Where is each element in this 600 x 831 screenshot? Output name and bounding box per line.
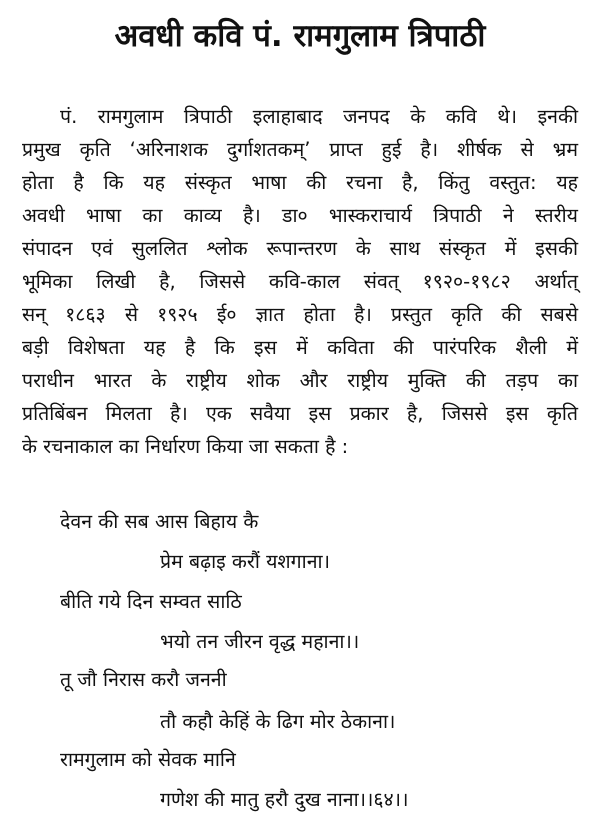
paragraph-line: भूमिका लिखी है, जिससे कवि-काल संवत् १९२०-१९८२ अर्थात् — [22, 270, 578, 293]
verse-line: बीति गये दिन सम्वत साठि — [60, 590, 242, 613]
verse-line: तू जौ निरास करौ जननी — [60, 668, 227, 691]
verse-line: प्रेम बढ़ाइ करौं यशगाना। — [160, 550, 330, 573]
verse-line: देवन की सब आस बिहाय कै — [60, 510, 259, 533]
paragraph-line: बड़ी विशेषता यह है कि इस में कविता की पारंपरिक शैली में — [22, 336, 578, 359]
verse-line: गणेश की मातु हरौ दुख नाना।।६४।। — [160, 788, 409, 811]
paragraph-line: पराधीन भारत के राष्ट्रीय शोक और राष्ट्रीय मुक्ति की तड़प का — [22, 369, 578, 392]
paragraph-line: के रचनाकाल का निर्धारण किया जा सकता है : — [22, 435, 349, 458]
paragraph-line: अवधी भाषा का काव्य है। डा० भास्कराचार्य त्रिपाठी ने स्तरीय — [22, 204, 578, 227]
paragraph-line: प्रमुख कृति ‘अरिनाशक दुर्गाशतकम्’ प्राप्त हुई है। शीर्षक से भ्रम — [22, 138, 578, 161]
paragraph-line: संपादन एवं सुललित श्लोक रूपान्तरण के साथ संस्कृत में इसकी — [22, 237, 578, 260]
paragraph-line: सन् १८६३ से १९२५ ई० ज्ञात होता है। प्रस्तुत कृति की सबसे — [22, 303, 578, 326]
verse-line: रामगुलाम को सेवक मानि — [60, 748, 236, 771]
verse-line: तौ कहौ केहिं के ढिग मोर ठेकाना। — [160, 710, 396, 733]
paragraph-line: पं. रामगुलाम त्रिपाठी इलाहाबाद जनपद के कवि थे। इनकी — [60, 105, 578, 128]
verse-line: भयो तन जीरन वृद्ध महाना।। — [160, 630, 360, 653]
paragraph-line: होता है कि यह संस्कृत भाषा की रचना है, किंतु वस्तुत: यह — [22, 171, 578, 194]
page-title: अवधी कवि पं. रामगुलाम त्रिपाठी — [114, 18, 486, 54]
paragraph-line: प्रतिबिंबन मिलता है। एक सवैया इस प्रकार है, जिससे इस कृति — [22, 402, 578, 425]
